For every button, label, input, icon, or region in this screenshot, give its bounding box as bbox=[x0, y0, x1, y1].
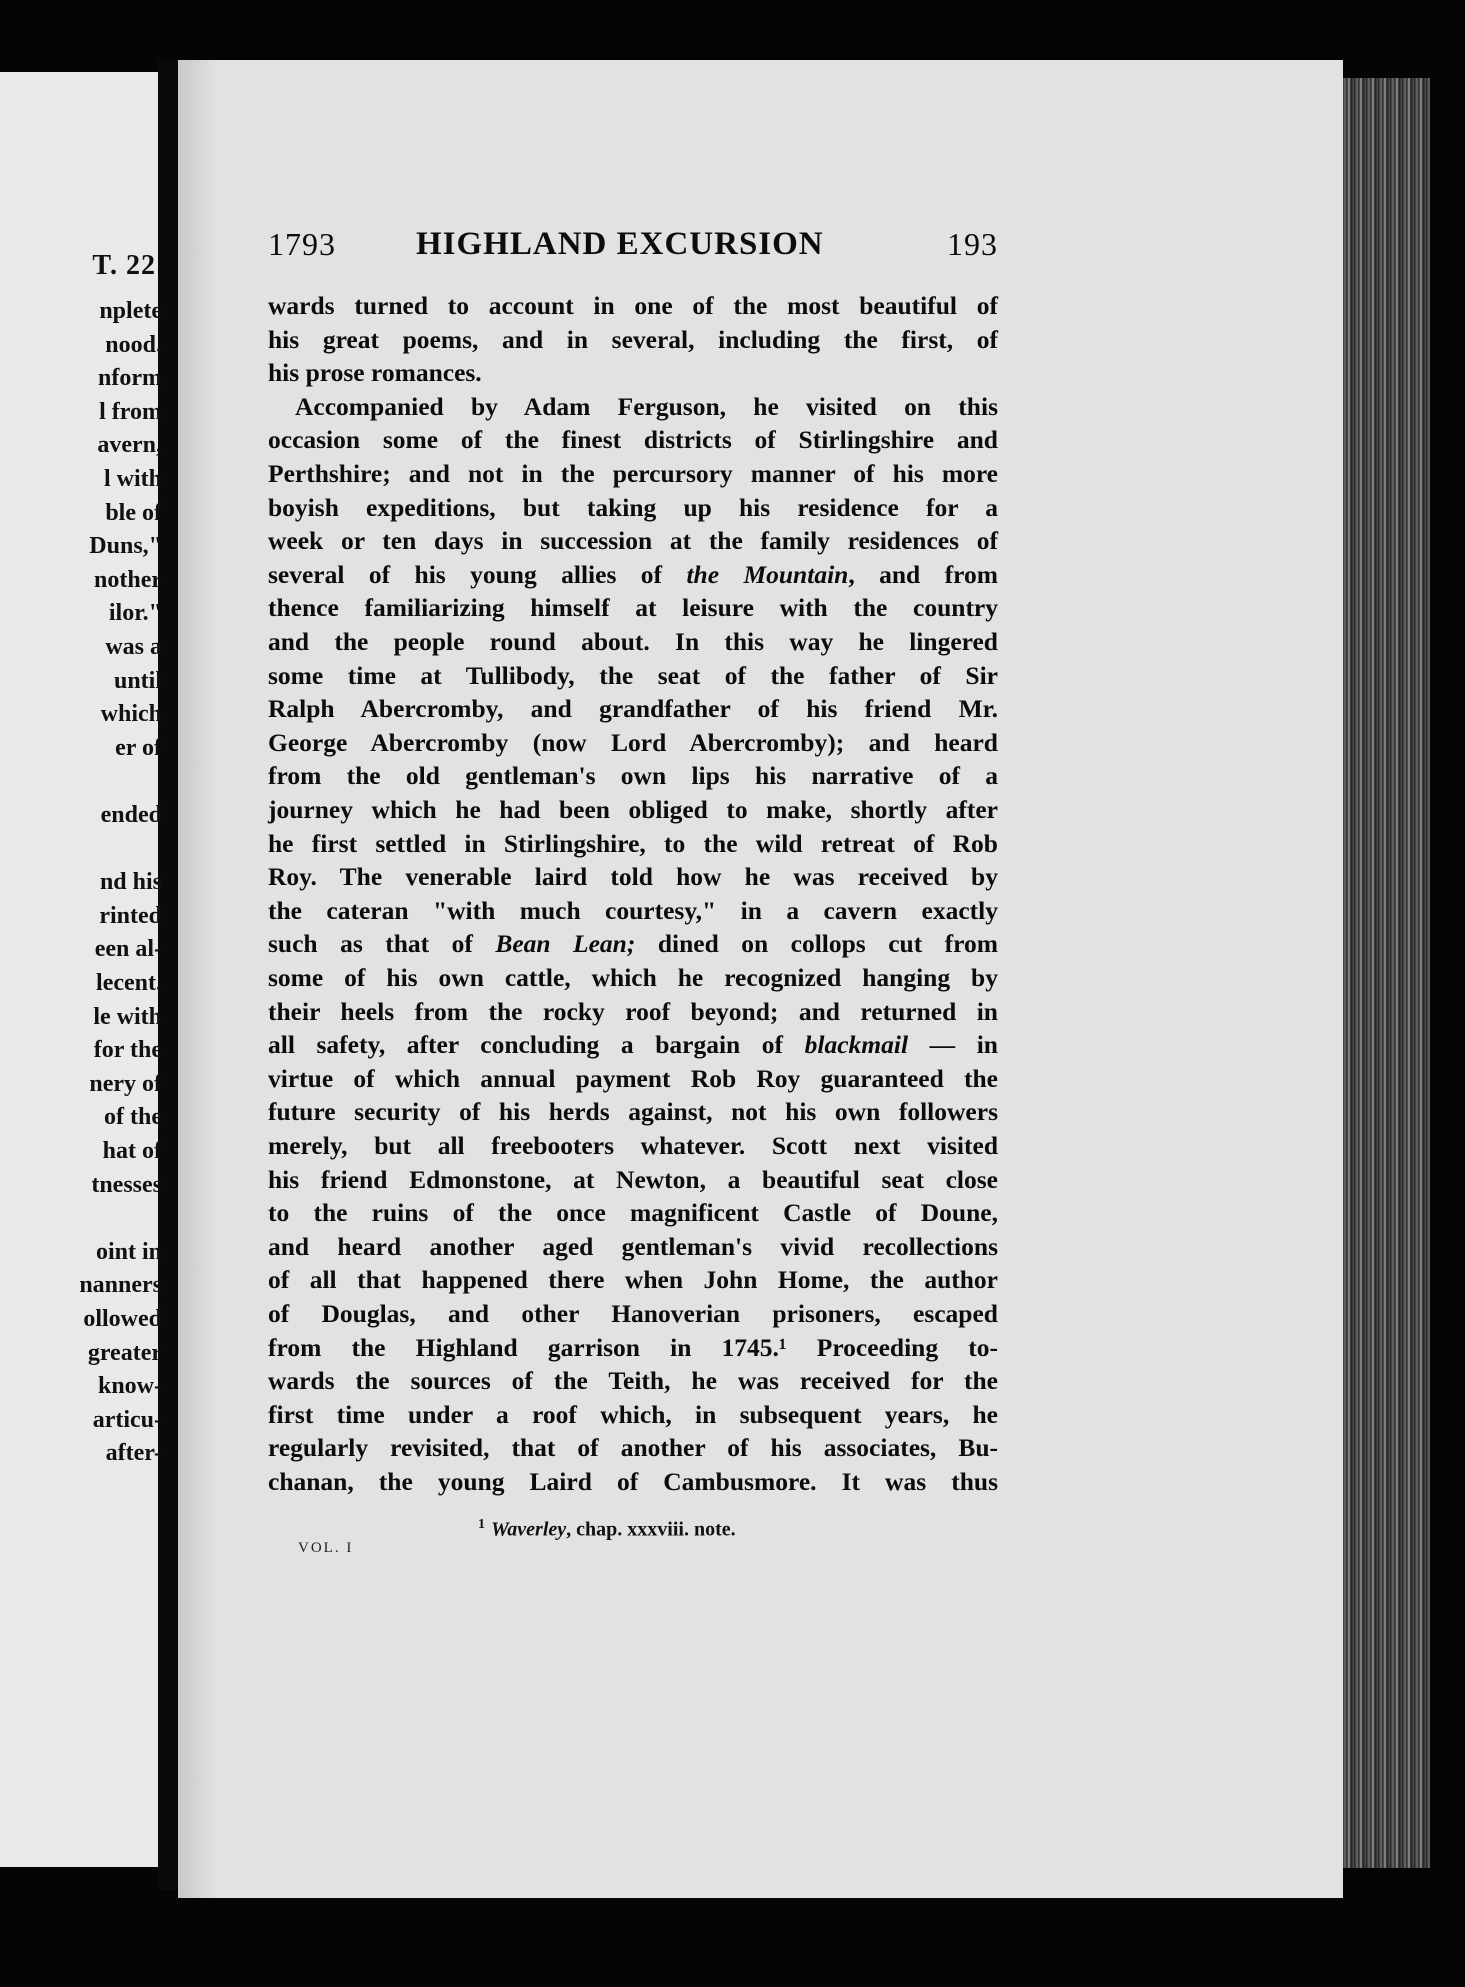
text-line: his great poems, and in several, including the first, of bbox=[268, 324, 998, 354]
previous-page-line: ollowed bbox=[83, 1306, 162, 1332]
previous-page-line: l from bbox=[99, 398, 162, 425]
previous-page-line: know- bbox=[97, 1373, 162, 1400]
previous-page-line: hat of bbox=[102, 1138, 162, 1164]
previous-page-line: after- bbox=[105, 1440, 162, 1467]
previous-page-line: ended bbox=[100, 802, 162, 828]
previous-page-line: ilor." bbox=[108, 600, 162, 627]
previous-page-line: rinted bbox=[99, 902, 162, 929]
text-line: several of his young allies of the Mountain, and from bbox=[268, 559, 998, 589]
previous-page-line: nform bbox=[98, 365, 162, 392]
previous-page-line: le with bbox=[93, 1003, 162, 1030]
previous-page-line: ble of bbox=[105, 499, 162, 526]
previous-page-line: for the bbox=[93, 1037, 162, 1064]
previous-page-line: of the bbox=[104, 1104, 162, 1131]
previous-page-line: l with bbox=[103, 466, 162, 492]
previous-page-line: avern, bbox=[97, 432, 162, 459]
previous-page-line: er of bbox=[115, 734, 162, 761]
previous-page-line: nd his bbox=[99, 869, 162, 896]
text-line: merely, but all freebooters whatever. Scott next visited bbox=[268, 1131, 998, 1160]
text-line: their heels from the rocky roof beyond; and returned in bbox=[268, 996, 998, 1026]
text-line: some of his own cattle, which he recognized hanging by bbox=[268, 963, 998, 992]
text-line: and heard another aged gentleman's vivid recollections bbox=[268, 1231, 998, 1261]
text-line: such as that of Bean Lean; dined on collops cut from bbox=[268, 929, 999, 959]
text-line: all safety, after concluding a bargain of blackmail — in bbox=[268, 1030, 998, 1060]
text-line: Roy. The venerable laird told how he was received by bbox=[268, 862, 998, 892]
footnote-mark: 1 bbox=[478, 1517, 485, 1532]
previous-page-line: oint in bbox=[95, 1238, 162, 1265]
previous-page-line: nplete bbox=[99, 298, 162, 324]
text-line: boyish expeditions, but taking up his residence for a bbox=[268, 492, 998, 522]
previous-page-line: lecent. bbox=[96, 970, 162, 996]
text-line: occasion some of the finest districts of Stirlingshire and bbox=[268, 425, 998, 455]
text-line: regularly revisited, that of another of his associates, Bu- bbox=[268, 1433, 998, 1463]
text-line: Ralph Abercromby, and grandfather of his friend Mr. bbox=[268, 694, 998, 724]
text-line: George Abercromby (now Lord Abercromby); and heard bbox=[268, 727, 998, 757]
text-line: from the Highland garrison in 1745.¹ Proceeding to- bbox=[268, 1332, 998, 1362]
previous-page-line: nanners bbox=[79, 1272, 162, 1299]
text-line: future security of his herds against, not his own followers bbox=[268, 1097, 998, 1127]
page-number: 193 bbox=[947, 226, 998, 262]
previous-page-line: which bbox=[100, 701, 162, 728]
previous-page-line: greater bbox=[87, 1339, 162, 1366]
text-line: virtue of which annual payment Rob Roy guaranteed the bbox=[268, 1063, 998, 1093]
text-line: of Douglas, and other Hanoverian prisoners, escaped bbox=[268, 1299, 998, 1328]
text-line: journey which he had been obliged to make, shortly after bbox=[268, 795, 998, 824]
text-line: his friend Edmonstone, at Newton, a beautiful seat close bbox=[268, 1164, 998, 1194]
previous-page-line: tnesses bbox=[91, 1171, 162, 1198]
previous-page-line: until bbox=[113, 667, 162, 694]
text-line: of all that happened there when John Home, the author bbox=[268, 1265, 998, 1295]
running-head-year: 1793 bbox=[268, 226, 336, 262]
text-line: his prose romances. bbox=[268, 358, 482, 388]
text-line: Perthshire; and not in the percursory manner of his more bbox=[268, 459, 998, 488]
text-line: first time under a roof which, in subsequent years, he bbox=[268, 1399, 998, 1429]
text-line: Accompanied by Adam Ferguson, he visited on this bbox=[295, 391, 998, 421]
running-head-title: HIGHLAND EXCURSION bbox=[416, 226, 824, 262]
text-line: thence familiarizing himself at leisure with the country bbox=[268, 593, 998, 623]
previous-page-line: nood. bbox=[105, 331, 162, 358]
footnote-title: Waverley bbox=[491, 1518, 567, 1541]
text-line: wards the sources of the Teith, he was received for the bbox=[268, 1366, 998, 1396]
previous-page-line: Duns," bbox=[89, 533, 162, 560]
previous-page-line: nery of bbox=[89, 1070, 162, 1097]
previous-page-line: was a bbox=[105, 634, 162, 660]
text-line: chanan, the young Laird of Cambusmore. It was thus bbox=[268, 1467, 998, 1496]
text-line: to the ruins of the once magnificent Castle of Doune, bbox=[268, 1198, 998, 1228]
previous-page-line: een al- bbox=[94, 936, 162, 963]
previous-page-line: articu- bbox=[92, 1406, 162, 1433]
text-line: some time at Tullibody, the seat of the father of Sir bbox=[268, 660, 998, 690]
text-line: from the old gentleman's own lips his narrative of a bbox=[268, 761, 998, 791]
footnote bbox=[478, 1517, 736, 1542]
signature-mark: VOL. I bbox=[298, 1540, 354, 1556]
previous-page-line: nother bbox=[94, 566, 162, 593]
text-line: week or ten days in succession at the family residences of bbox=[268, 526, 998, 556]
text-line: he first settled in Stirlingshire, to the wild retreat of Rob bbox=[268, 828, 998, 858]
footnote-text: Waverley, chap. xxxviii. note. bbox=[491, 1518, 736, 1541]
previous-page-header: T. 22 bbox=[92, 250, 156, 281]
text-line: wards turned to account in one of the most beautiful of bbox=[268, 291, 998, 320]
text-line: and the people round about. In this way he lingered bbox=[268, 627, 998, 656]
text-line: the cateran "with much courtesy," in a cavern exactly bbox=[268, 895, 998, 925]
running-head bbox=[268, 226, 998, 276]
